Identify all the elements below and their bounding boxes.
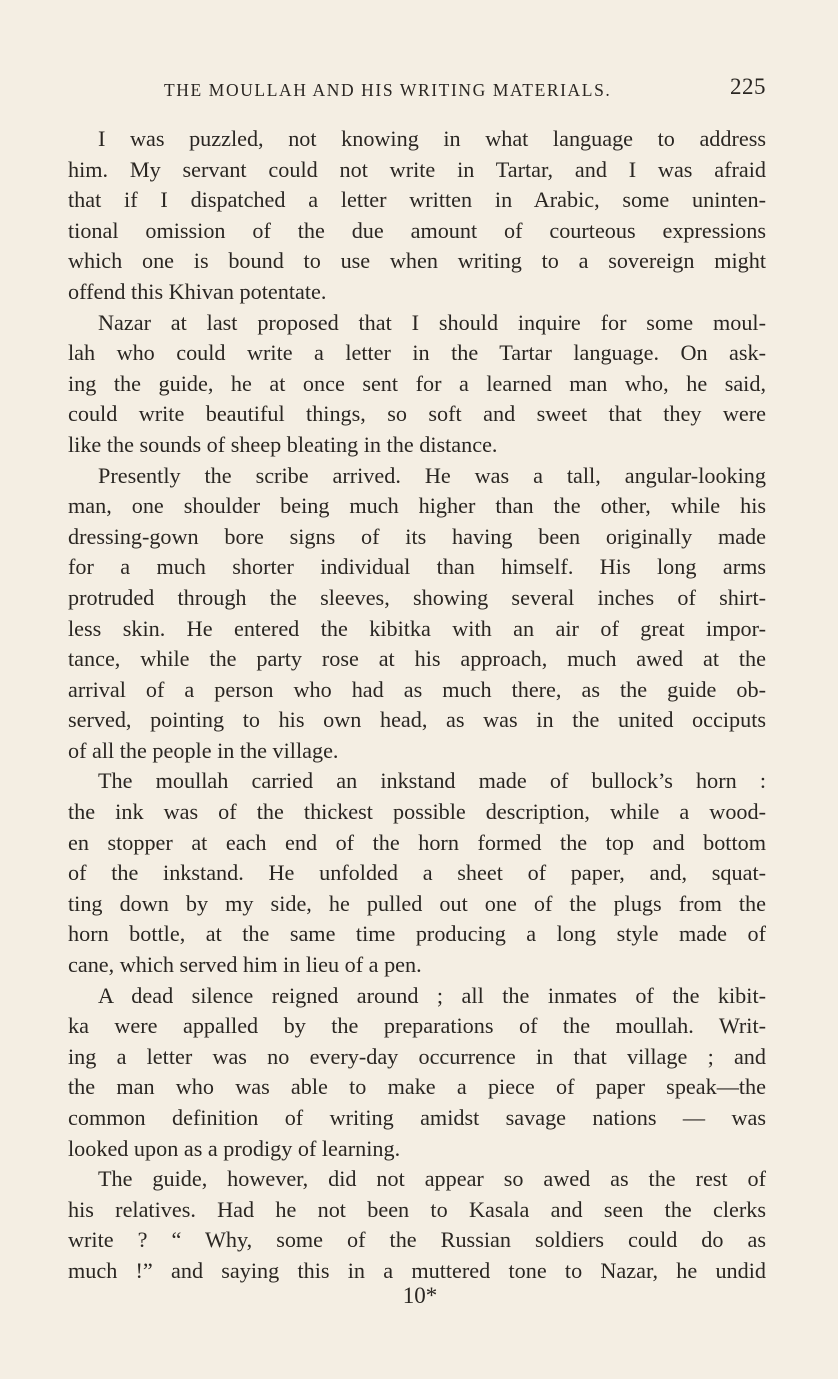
text-line: tional omission of the due amount of courteous expressions	[68, 217, 766, 243]
text-line: ting down by my side, he pulled out one of the plugs from the	[68, 890, 766, 916]
text-line: arrival of a person who had as much there, as the guide ob-	[68, 676, 766, 702]
text-line: Presently the scribe arrived. He was a tall, angular-looking	[98, 462, 766, 488]
text-line: lah who could write a letter in the Tartar language. On ask-	[68, 340, 766, 366]
text-line: Nazar at last proposed that I should inquire for some moul-	[98, 309, 766, 335]
running-header	[68, 74, 766, 104]
running-title: THE MOULLAH AND HIS WRITING MATERIALS.	[164, 80, 612, 100]
text-line: offend this Khivan potentate.	[68, 278, 327, 304]
text-line: of the inkstand. He unfolded a sheet of paper, and, squat-	[68, 860, 766, 886]
text-line: the ink was of the thickest possible description, while a wood-	[68, 799, 766, 825]
text-line: the man who was able to make a piece of paper speak—the	[68, 1074, 766, 1100]
text-line: much !” and saying this in a muttered tone to Nazar, he undid	[68, 1257, 766, 1283]
text-line: that if I dispatched a letter written in Arabic, some uninten-	[68, 187, 766, 213]
text-line: dressing-gown bore signs of its having been originally made	[68, 523, 766, 549]
text-line: horn bottle, at the same time producing a long style made of	[68, 921, 766, 947]
text-line: I was puzzled, not knowing in what language to address	[98, 126, 766, 151]
text-line: protruded through the sleeves, showing several inches of shirt-	[68, 584, 766, 610]
text-line: common definition of writing amidst savage nations — was	[68, 1105, 766, 1130]
text-line: The moullah carried an inkstand made of bullock’s horn :	[98, 768, 766, 794]
signature-mark	[0, 1283, 838, 1309]
text-line: of all the people in the village.	[68, 737, 339, 763]
text-line: less skin. He entered the kibitka with an air of great impor-	[68, 615, 766, 641]
text-line: served, pointing to his own head, as was in the united occiputs	[68, 707, 766, 733]
text-line: cane, which served him in lieu of a pen.	[68, 952, 422, 978]
text-line: ing the guide, he at once sent for a learned man who, he said,	[68, 370, 766, 396]
text-line: tance, while the party rose at his approach, much awed at the	[68, 646, 766, 672]
text-line: man, one shoulder being much higher than the other, while his	[68, 493, 766, 519]
text-line: for a much shorter individual than himself. His long arms	[68, 554, 766, 580]
signature-mark-text: 10*	[402, 1283, 438, 1308]
text-line: could write beautiful things, so soft and sweet that they were	[68, 401, 766, 427]
text-line: his relatives. Had he not been to Kasala and seen the clerks	[68, 1196, 766, 1222]
text-line: The guide, however, did not appear so awed as the rest of	[98, 1166, 766, 1192]
text-line: write ? “ Why, some of the Russian soldiers could do as	[68, 1227, 766, 1253]
text-line: which one is bound to use when writing to a sovereign might	[68, 248, 766, 274]
text-line: en stopper at each end of the horn formed the top and bottom	[68, 829, 766, 855]
text-line: him. My servant could not write in Tartar, and I was afraid	[68, 156, 766, 182]
body-text	[68, 124, 766, 1287]
text-line: ing a letter was no every-day occurrence in that village ; and	[68, 1043, 766, 1069]
text-line: looked upon as a prodigy of learning.	[68, 1135, 401, 1161]
text-line: like the sounds of sheep bleating in the distance.	[68, 431, 498, 457]
text-line: A dead silence reigned around ; all the inmates of the kibit-	[98, 982, 766, 1008]
page-number: 225	[730, 74, 766, 99]
text-line: ka were appalled by the preparations of the moullah. Writ-	[68, 1013, 766, 1039]
